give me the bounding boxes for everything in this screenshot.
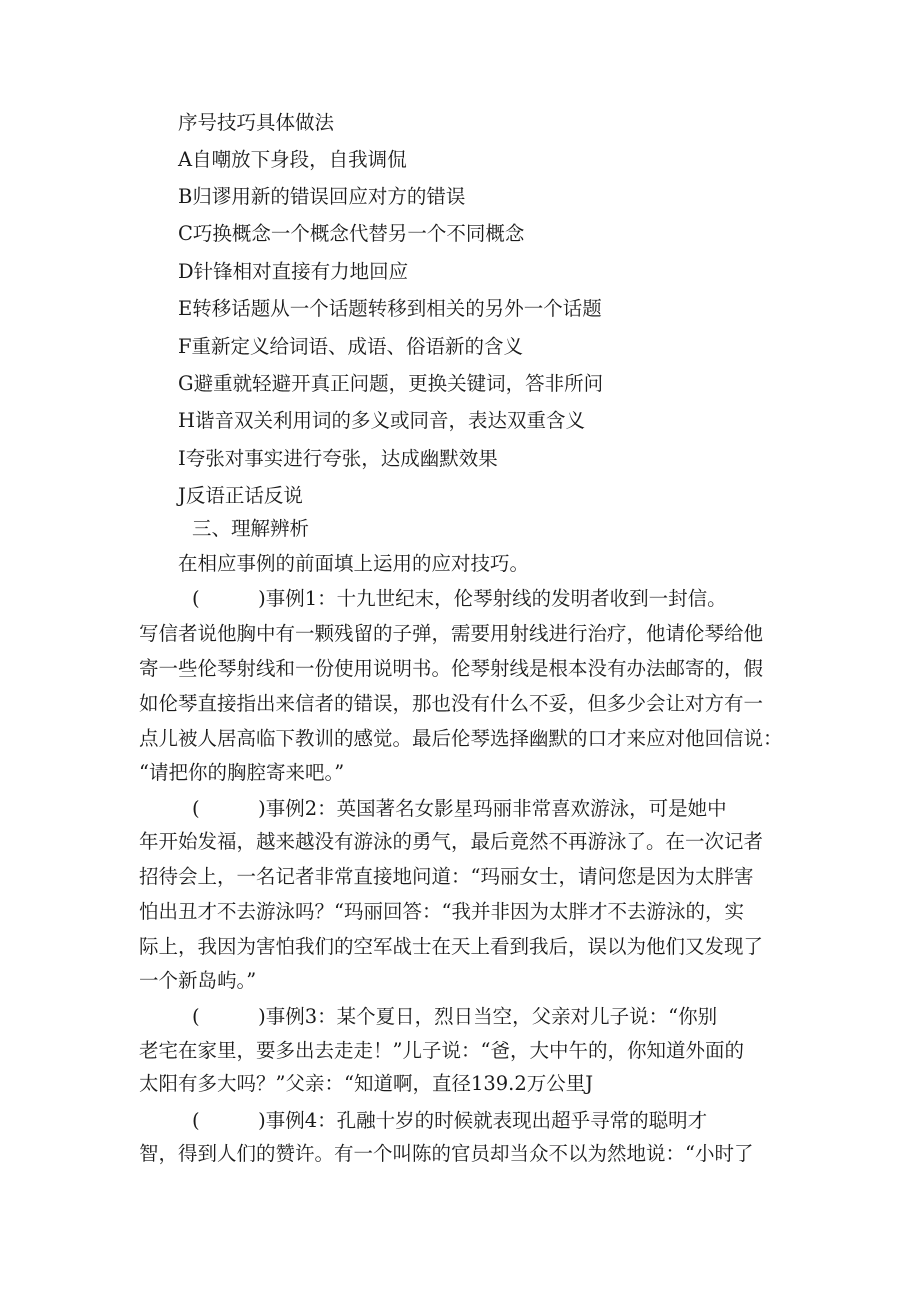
- example-3-first-line: ( )事例3：某个夏日，烈日当空，父亲对儿子说：“你别: [192, 1005, 718, 1028]
- example-1-line: 写信者说他胸中有一颗残留的子弹，需要用射线进行治疗，他请伦琴给他: [139, 622, 764, 645]
- example-2-line: 怕出丑才不去游泳吗？“玛丽回答：“我并非因为太胖才不去游泳的，实: [139, 900, 744, 923]
- example-1-line: “请把你的胸腔寄来吧。”: [139, 761, 345, 784]
- example-2-line: 招待会上，一名记者非常直接地问道：“玛丽女士，请问您是因为太胖害: [139, 865, 754, 888]
- example-4-first-line: ( )事例4：孔融十岁的时候就表现出超乎寻常的聪明才: [192, 1109, 708, 1132]
- example-1-line: 如伦琴直接指出来信者的错误，那也没有什么不妥，但多少会让对方有一: [139, 692, 764, 715]
- example-4-line: 智，得到人们的赞许。有一个叫陈的官员却当众不以为然地说：“小时了: [139, 1142, 754, 1165]
- example-3-line: 太阳有多大吗？”父亲：“知道啊，直径139.2万公里J: [139, 1072, 594, 1095]
- example-1-first-line: ( )事例1：十九世纪末，伦琴射线的发明者收到一封信。: [192, 587, 727, 610]
- technique-item: E转移话题从一个话题转移到相关的另外一个话题: [178, 297, 602, 320]
- example-1-line: 点儿被人居高临下教训的感觉。最后伦琴选择幽默的口才来应对他回信说：: [139, 727, 783, 750]
- example-1-line: 寄一些伦琴射线和一份使用说明书。伦琴射线是根本没有办法邮寄的，假: [139, 657, 764, 680]
- example-2-line: 年开始发福，越来越没有游泳的勇气，最后竟然不再游泳了。在一次记者: [139, 830, 764, 853]
- technique-item: F重新定义给词语、成语、俗语新的含义: [178, 335, 524, 358]
- technique-item: C巧换概念一个概念代替另一个不同概念: [178, 222, 525, 245]
- example-3-line: 老宅在家里，要多出去走走！”儿子说：“爸，大中午的，你知道外面的: [139, 1039, 744, 1062]
- example-2-line: 一个新岛屿。”: [139, 969, 257, 992]
- section-heading: 三、理解辨析: [192, 517, 310, 540]
- section-instruction: 在相应事例的前面填上运用的应对技巧。: [178, 552, 530, 575]
- techniques-header: 序号技巧具体做法: [178, 111, 335, 134]
- example-2-first-line: ( )事例2：英国著名女影星玛丽非常喜欢游泳，可是她中: [192, 797, 727, 820]
- technique-item: G避重就轻避开真正问题，更换关键词，答非所问: [178, 372, 604, 395]
- technique-item: D针锋相对直接有力地回应: [178, 260, 409, 283]
- technique-item: J反语正话反说: [178, 484, 303, 507]
- technique-item: H谐音双关利用词的多义或同音，表达双重含义: [178, 409, 586, 432]
- technique-item: A自嘲放下身段，自我调侃: [178, 148, 407, 171]
- technique-item: B归谬用新的错误回应对方的错误: [178, 185, 466, 208]
- technique-item: I夸张对事实进行夸张，达成幽默效果: [178, 447, 498, 470]
- example-2-line: 际上，我因为害怕我们的空军战士在天上看到我后，误以为他们又发现了: [139, 935, 764, 958]
